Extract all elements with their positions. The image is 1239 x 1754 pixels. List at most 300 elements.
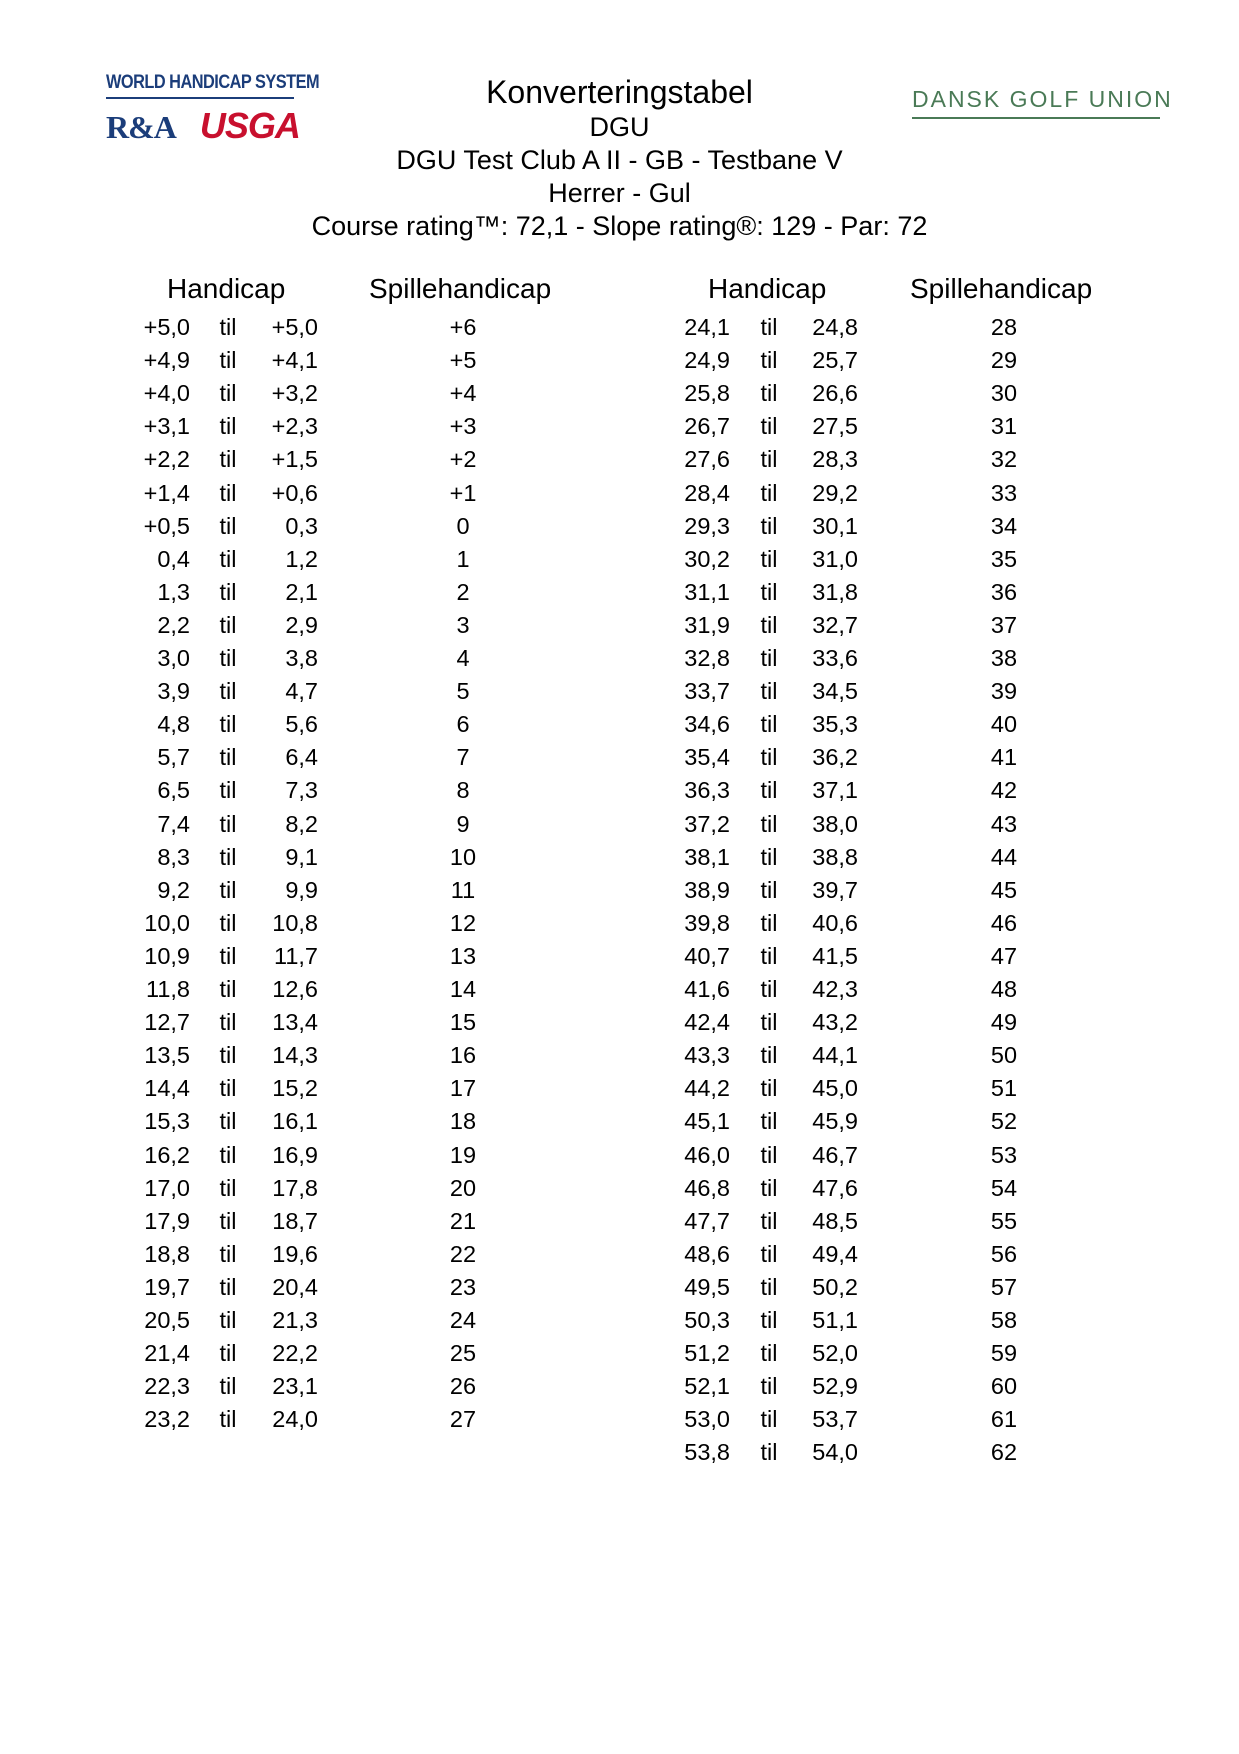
playing-handicap: 62	[990, 1439, 1018, 1466]
range-separator: til	[219, 479, 237, 506]
playing-handicap: 55	[990, 1207, 1018, 1234]
handicap-to: 17,8	[272, 1174, 318, 1201]
handicap-to: 3,8	[285, 645, 318, 671]
handicap-to: 50,2	[812, 1273, 858, 1300]
playing-handicap: +4	[449, 380, 477, 407]
handicap-to: 16,1	[272, 1108, 318, 1135]
table-row	[0, 711, 1239, 744]
playing-handicap: 56	[990, 1240, 1018, 1267]
range-separator: til	[760, 810, 778, 837]
range-separator: til	[760, 512, 778, 539]
range-separator: til	[219, 512, 237, 539]
table-row	[0, 1340, 1239, 1373]
handicap-from: 39,8	[684, 909, 730, 936]
handicap-to: +3,2	[271, 380, 318, 407]
range-separator: til	[219, 1174, 237, 1201]
range-separator: til	[760, 479, 778, 506]
range-separator: til	[219, 645, 237, 671]
range-separator: til	[760, 1075, 778, 1102]
range-separator: til	[219, 810, 237, 837]
playing-handicap: 23	[449, 1273, 477, 1300]
handicap-from: 3,0	[157, 645, 190, 671]
range-separator: til	[760, 347, 778, 374]
range-separator: til	[760, 380, 778, 407]
range-separator: til	[760, 1108, 778, 1135]
playing-handicap: 46	[990, 909, 1018, 936]
handicap-to: +5,0	[271, 314, 318, 340]
handicap-from: 2,2	[157, 611, 190, 638]
handicap-to: 31,0	[812, 545, 858, 572]
playing-handicap: 39	[990, 678, 1018, 705]
handicap-from: +2,2	[143, 446, 190, 473]
range-separator: til	[219, 942, 237, 969]
handicap-from: 45,1	[684, 1108, 730, 1135]
handicap-from: 6,5	[157, 777, 190, 804]
playing-handicap: 42	[990, 777, 1018, 804]
handicap-to: 8,2	[285, 810, 318, 837]
handicap-from: 5,7	[157, 744, 190, 771]
handicap-from: 4,8	[157, 711, 190, 738]
handicap-to: 14,3	[272, 1042, 318, 1069]
table-row	[0, 1208, 1239, 1241]
table-row	[0, 1274, 1239, 1307]
table-row	[0, 546, 1239, 579]
handicap-from: 10,9	[144, 942, 190, 969]
playing-handicap: 44	[990, 843, 1018, 870]
range-separator: til	[760, 876, 778, 903]
range-separator: til	[760, 1207, 778, 1234]
randa-logo-text: R&A	[106, 109, 176, 145]
playing-handicap: 50	[990, 1042, 1018, 1069]
playing-handicap: 57	[990, 1273, 1018, 1300]
handicap-from: 24,1	[684, 314, 730, 340]
handicap-to: 28,3	[812, 446, 858, 473]
left-handicap-header: Handicap	[167, 273, 286, 304]
handicap-to: 5,6	[285, 711, 318, 738]
handicap-from: 40,7	[684, 942, 730, 969]
handicap-from: 22,3	[144, 1373, 190, 1400]
range-separator: til	[219, 1406, 237, 1433]
handicap-from: 33,7	[684, 678, 730, 705]
handicap-from: 8,3	[157, 843, 190, 870]
handicap-to: 22,2	[272, 1340, 318, 1367]
handicap-to: 4,7	[285, 678, 318, 705]
handicap-to: 23,1	[272, 1373, 318, 1400]
playing-handicap: 13	[449, 942, 477, 969]
range-separator: til	[760, 1240, 778, 1267]
handicap-to: 48,5	[812, 1207, 858, 1234]
playing-handicap: 4	[456, 645, 470, 671]
playing-handicap: 11	[450, 876, 476, 903]
table-row	[0, 480, 1239, 513]
handicap-to: 36,2	[812, 744, 858, 771]
table-row	[0, 314, 1239, 347]
range-separator: til	[760, 314, 778, 340]
playing-handicap: 36	[990, 578, 1018, 605]
playing-handicap: 10	[449, 843, 477, 870]
range-separator: til	[760, 744, 778, 771]
handicap-from: +0,5	[143, 512, 190, 539]
range-separator: til	[219, 1207, 237, 1234]
handicap-from: 12,7	[144, 1009, 190, 1036]
handicap-from: 34,6	[684, 711, 730, 738]
handicap-to: +2,3	[271, 413, 318, 440]
range-separator: til	[760, 1042, 778, 1069]
range-separator: til	[219, 446, 237, 473]
range-separator: til	[760, 1439, 778, 1466]
range-separator: til	[760, 578, 778, 605]
handicap-to: 42,3	[812, 976, 858, 1002]
handicap-from: 52,1	[684, 1373, 730, 1400]
playing-handicap: 5	[456, 678, 470, 705]
range-separator: til	[760, 843, 778, 870]
handicap-from: 3,9	[157, 678, 190, 705]
handicap-from: +5,0	[143, 314, 190, 340]
table-row	[0, 446, 1239, 479]
handicap-to: 9,9	[285, 876, 318, 903]
handicap-to: 2,9	[285, 611, 318, 638]
range-separator: til	[219, 1373, 237, 1400]
playing-handicap: 54	[990, 1174, 1018, 1201]
handicap-to: 49,4	[812, 1240, 858, 1267]
handicap-from: +3,1	[143, 413, 190, 440]
playing-handicap: 2	[456, 578, 470, 605]
playing-handicap: 47	[990, 942, 1018, 969]
range-separator: til	[760, 678, 778, 705]
handicap-from: 51,2	[684, 1340, 730, 1367]
range-separator: til	[760, 545, 778, 572]
table-row	[0, 1241, 1239, 1274]
table-row	[0, 645, 1239, 678]
range-separator: til	[760, 1141, 778, 1168]
handicap-from: 7,4	[157, 810, 190, 837]
table-row	[0, 844, 1239, 877]
handicap-to: 45,9	[812, 1108, 858, 1135]
handicap-to: 29,2	[812, 479, 858, 506]
handicap-to: 13,4	[272, 1009, 318, 1036]
handicap-to: 11,7	[274, 942, 318, 969]
table-row	[0, 380, 1239, 413]
handicap-to: 7,3	[285, 777, 318, 804]
range-separator: til	[219, 1240, 237, 1267]
table-row	[0, 877, 1239, 910]
handicap-from: 10,0	[144, 909, 190, 936]
playing-handicap: 8	[456, 777, 470, 804]
handicap-from: 37,2	[684, 810, 730, 837]
organisation-name: DGU	[589, 112, 650, 142]
handicap-from: 9,2	[157, 876, 190, 903]
handicap-to: 45,0	[812, 1075, 858, 1102]
handicap-from: 20,5	[144, 1307, 190, 1333]
table-row	[0, 1175, 1239, 1208]
playing-handicap: +1	[449, 479, 477, 506]
range-separator: til	[219, 1042, 237, 1069]
playing-handicap: 26	[449, 1373, 477, 1400]
range-separator: til	[219, 777, 237, 804]
range-separator: til	[760, 909, 778, 936]
handicap-to: 6,4	[285, 744, 318, 771]
range-separator: til	[760, 1307, 778, 1333]
range-separator: til	[760, 1340, 778, 1367]
handicap-from: 24,9	[684, 347, 730, 374]
playing-handicap: 51	[990, 1075, 1018, 1102]
handicap-from: +4,0	[143, 380, 190, 407]
playing-handicap: 58	[990, 1307, 1018, 1333]
table-row	[0, 579, 1239, 612]
playing-handicap: +2	[449, 446, 477, 473]
range-separator: til	[219, 1340, 237, 1367]
playing-handicap: 52	[990, 1108, 1018, 1135]
range-separator: til	[219, 1108, 237, 1135]
playing-handicap: 60	[990, 1373, 1018, 1400]
handicap-to: +1,5	[271, 446, 318, 473]
playing-handicap: 28	[990, 314, 1018, 340]
handicap-to: 52,9	[812, 1373, 858, 1400]
range-separator: til	[219, 976, 237, 1002]
handicap-to: 21,3	[272, 1307, 318, 1333]
range-separator: til	[219, 744, 237, 771]
handicap-to: 41,5	[812, 942, 858, 969]
page-title: Konverteringstabel	[486, 74, 753, 110]
handicap-from: 17,0	[144, 1174, 190, 1201]
handicap-from: 27,6	[684, 446, 730, 473]
range-separator: til	[760, 1273, 778, 1300]
table-row	[0, 943, 1239, 976]
handicap-from: 46,0	[684, 1141, 730, 1168]
handicap-to: 19,6	[272, 1240, 318, 1267]
handicap-from: 36,3	[684, 777, 730, 804]
handicap-to: 26,6	[812, 380, 858, 407]
playing-handicap: 45	[990, 876, 1018, 903]
table-row	[0, 347, 1239, 380]
playing-handicap: 49	[990, 1009, 1018, 1036]
table-row	[0, 976, 1239, 1009]
dgu-logo-text: DANSK GOLF UNION	[912, 86, 1173, 112]
handicap-from: 29,3	[684, 512, 730, 539]
handicap-to: 20,4	[272, 1273, 318, 1300]
range-separator: til	[760, 711, 778, 738]
handicap-from: 32,8	[684, 645, 730, 671]
handicap-from: 50,3	[684, 1307, 730, 1333]
playing-handicap: 6	[456, 711, 470, 738]
handicap-from: 19,7	[144, 1273, 190, 1300]
handicap-to: 43,2	[812, 1009, 858, 1036]
handicap-from: 44,2	[684, 1075, 730, 1102]
playing-handicap: 1	[456, 545, 470, 572]
table-row	[0, 1009, 1239, 1042]
handicap-to: 54,0	[812, 1439, 858, 1466]
playing-handicap: 48	[990, 976, 1018, 1002]
handicap-from: 30,2	[684, 545, 730, 572]
playing-handicap: +6	[449, 314, 477, 340]
handicap-to: 34,5	[812, 678, 858, 705]
range-separator: til	[760, 1373, 778, 1400]
handicap-from: 43,3	[684, 1042, 730, 1069]
playing-handicap: 27	[449, 1406, 477, 1433]
playing-handicap: 43	[990, 810, 1018, 837]
table-row	[0, 513, 1239, 546]
range-separator: til	[219, 578, 237, 605]
handicap-from: 14,4	[144, 1075, 190, 1102]
table-row	[0, 1406, 1239, 1439]
playing-handicap: 29	[990, 347, 1018, 374]
playing-handicap: 3	[456, 611, 470, 638]
handicap-to: 10,8	[272, 909, 318, 936]
handicap-from: 35,4	[684, 744, 730, 771]
range-separator: til	[760, 1009, 778, 1036]
handicap-from: 38,1	[684, 843, 730, 870]
table-row	[0, 612, 1239, 645]
playing-handicap: 59	[990, 1340, 1018, 1367]
handicap-from: 11,8	[146, 976, 190, 1002]
course-ratings: Course rating™: 72,1 - Slope rating®: 129 - Par: 72	[311, 211, 928, 241]
handicap-to: 44,1	[812, 1042, 858, 1069]
table-row	[0, 413, 1239, 446]
right-handicap-header: Handicap	[708, 273, 827, 304]
playing-handicap: 38	[990, 645, 1018, 671]
table-row	[0, 777, 1239, 810]
playing-handicap: 40	[990, 711, 1018, 738]
table-row	[0, 1042, 1239, 1075]
table-row	[0, 811, 1239, 844]
playing-handicap: 21	[449, 1207, 477, 1234]
range-separator: til	[760, 645, 778, 671]
handicap-to: 31,8	[812, 578, 858, 605]
handicap-from: +1,4	[143, 479, 190, 506]
handicap-to: 38,8	[812, 843, 858, 870]
range-separator: til	[219, 1307, 237, 1333]
handicap-to: 32,7	[812, 611, 858, 638]
handicap-to: 16,9	[272, 1141, 318, 1168]
handicap-to: 47,6	[812, 1174, 858, 1201]
range-separator: til	[219, 314, 237, 340]
handicap-to: 30,1	[812, 512, 858, 539]
handicap-from: 26,7	[684, 413, 730, 440]
player-category: Herrer - Gul	[548, 178, 691, 208]
handicap-from: 23,2	[144, 1406, 190, 1433]
playing-handicap: 61	[990, 1406, 1018, 1433]
handicap-from: 49,5	[684, 1273, 730, 1300]
handicap-to: 18,7	[272, 1207, 318, 1234]
range-separator: til	[760, 1406, 778, 1433]
range-separator: til	[219, 347, 237, 374]
handicap-to: 2,1	[285, 578, 318, 605]
left-playing-handicap-header: Spillehandicap	[369, 273, 552, 304]
range-separator: til	[219, 1273, 237, 1300]
handicap-to: 52,0	[812, 1340, 858, 1367]
handicap-to: 51,1	[812, 1307, 858, 1333]
range-separator: til	[760, 413, 778, 440]
handicap-from: 18,8	[144, 1240, 190, 1267]
handicap-to: 46,7	[812, 1141, 858, 1168]
table-row	[0, 1108, 1239, 1141]
handicap-to: 9,1	[285, 843, 318, 870]
handicap-from: 1,3	[157, 578, 190, 605]
handicap-to: 40,6	[812, 909, 858, 936]
usga-logo-text: USGA	[199, 105, 300, 146]
handicap-to: 25,7	[812, 347, 858, 374]
playing-handicap: 37	[990, 611, 1018, 638]
table-row	[0, 1075, 1239, 1108]
playing-handicap: 18	[449, 1108, 477, 1135]
handicap-to: 38,0	[812, 810, 858, 837]
handicap-to: 39,7	[812, 876, 858, 903]
playing-handicap: 34	[990, 512, 1018, 539]
range-separator: til	[219, 413, 237, 440]
whs-logo-text: WORLD HANDICAP SYSTEM	[106, 72, 320, 93]
playing-handicap: +3	[449, 413, 477, 440]
playing-handicap: 0	[456, 512, 470, 539]
handicap-from: 42,4	[684, 1009, 730, 1036]
handicap-from: 31,9	[684, 611, 730, 638]
playing-handicap: 53	[990, 1141, 1018, 1168]
handicap-from: 31,1	[684, 578, 730, 605]
handicap-from: 47,7	[684, 1207, 730, 1234]
table-row	[0, 910, 1239, 943]
playing-handicap: 16	[449, 1042, 477, 1069]
playing-handicap: 14	[449, 976, 477, 1002]
handicap-to: 24,8	[812, 314, 858, 340]
range-separator: til	[760, 777, 778, 804]
handicap-from: 21,4	[144, 1340, 190, 1367]
range-separator: til	[760, 611, 778, 638]
handicap-from: 16,2	[144, 1141, 190, 1168]
table-row	[0, 1373, 1239, 1406]
handicap-to: 53,7	[812, 1406, 858, 1433]
range-separator: til	[760, 942, 778, 969]
handicap-from: 46,8	[684, 1174, 730, 1201]
range-separator: til	[219, 876, 237, 903]
handicap-to: 1,2	[285, 545, 318, 572]
range-separator: til	[760, 1174, 778, 1201]
table-row	[0, 1142, 1239, 1175]
playing-handicap: 20	[449, 1174, 477, 1201]
range-separator: til	[219, 1009, 237, 1036]
handicap-from: 53,0	[684, 1406, 730, 1433]
handicap-to: +4,1	[271, 347, 318, 374]
handicap-to: +0,6	[271, 479, 318, 506]
range-separator: til	[219, 843, 237, 870]
playing-handicap: +5	[449, 347, 477, 374]
range-separator: til	[219, 545, 237, 572]
playing-handicap: 22	[449, 1240, 477, 1267]
handicap-to: 33,6	[812, 645, 858, 671]
handicap-from: 17,9	[144, 1207, 190, 1234]
handicap-to: 27,5	[812, 413, 858, 440]
playing-handicap: 30	[990, 380, 1018, 407]
playing-handicap: 17	[449, 1075, 477, 1102]
handicap-to: 12,6	[272, 976, 318, 1002]
playing-handicap: 19	[449, 1141, 477, 1168]
range-separator: til	[219, 711, 237, 738]
table-row	[0, 744, 1239, 777]
handicap-to: 0,3	[285, 512, 318, 539]
playing-handicap: 12	[449, 909, 477, 936]
range-separator: til	[219, 611, 237, 638]
range-separator: til	[219, 1075, 237, 1102]
range-separator: til	[760, 976, 778, 1002]
playing-handicap: 31	[990, 413, 1018, 440]
right-playing-handicap-header: Spillehandicap	[910, 273, 1093, 304]
playing-handicap: 9	[456, 810, 470, 837]
playing-handicap: 25	[449, 1340, 477, 1367]
handicap-to: 35,3	[812, 711, 858, 738]
playing-handicap: 32	[990, 446, 1018, 473]
playing-handicap: 41	[990, 744, 1018, 771]
handicap-from: 15,3	[144, 1108, 190, 1135]
handicap-from: 41,6	[684, 976, 730, 1002]
handicap-from: 0,4	[157, 545, 190, 572]
